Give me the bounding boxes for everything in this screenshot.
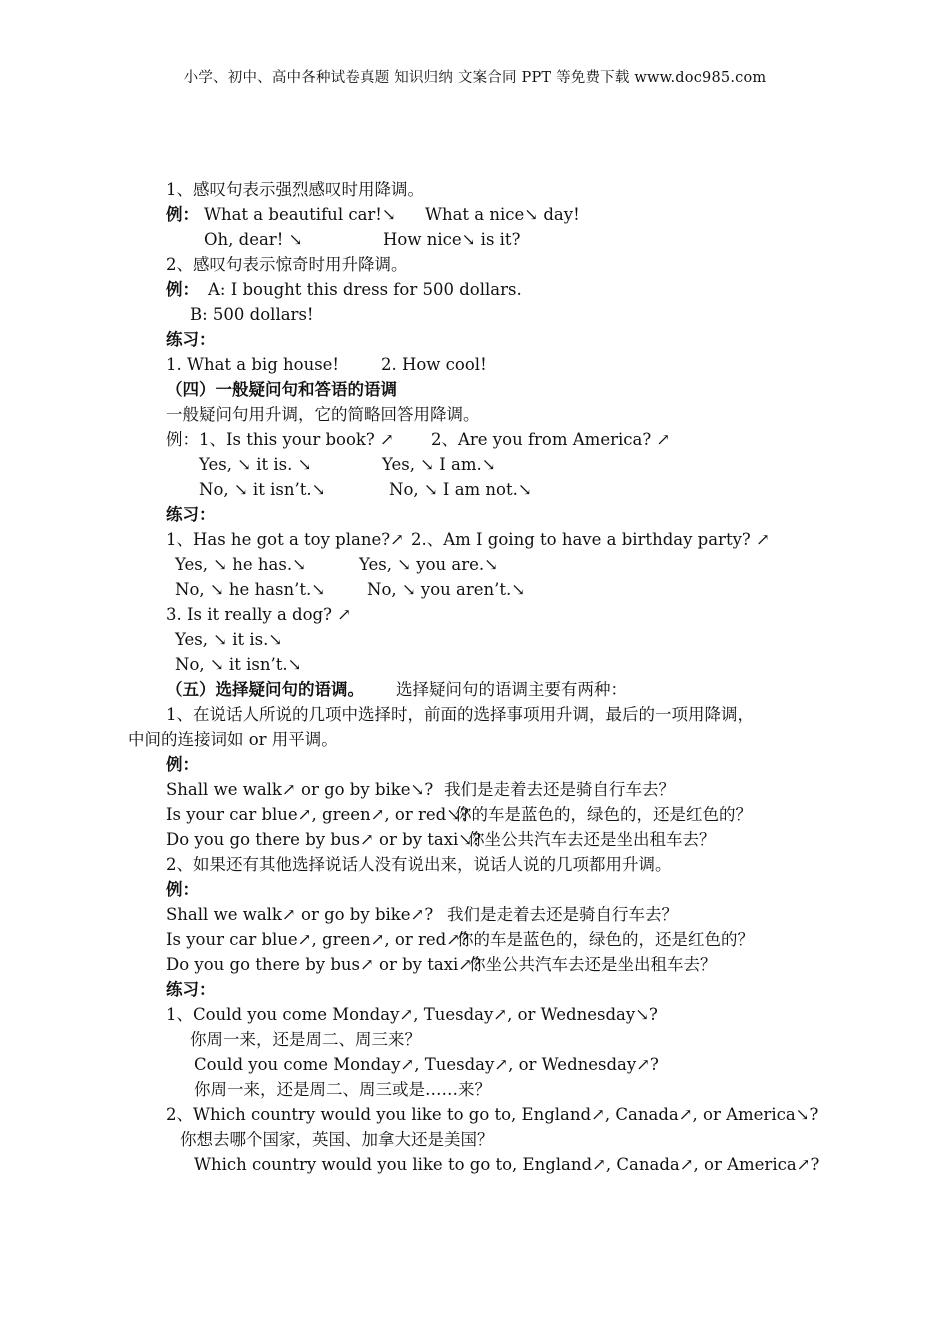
- exercise-item: 1、Could you come Monday↗, Tuesday↗, or Wednesday↘?: [166, 1005, 658, 1024]
- section-heading: （五）选择疑问句的语调。: [166, 680, 364, 699]
- example-sentence: No, ↘ it isn’t.↘: [199, 480, 326, 499]
- example-sentence: Shall we walk↗ or go by bike↘?: [166, 780, 434, 799]
- example-label: 例：: [166, 280, 199, 299]
- section-heading: （四）一般疑问句和答语的语调: [166, 380, 397, 399]
- example-label: 例：: [166, 205, 199, 224]
- exercise-translation: 你周一来，还是周二、周三或是……来？: [194, 1080, 491, 1099]
- example-label: 例：: [166, 880, 199, 899]
- exercise-label: 练习：: [166, 330, 216, 349]
- example-sentence: Oh, dear! ↘: [204, 230, 303, 249]
- paragraph: 一般疑问句用升调，它的简略回答用降调。: [166, 405, 480, 424]
- exercise-item: 2.、Am I going to have a birthday party? ↗: [411, 530, 770, 549]
- exercise-item: Which country would you like to go to, England↗, Canada↗, or America↗?: [194, 1155, 820, 1174]
- exercise-item: 1、Has he got a toy plane?↗: [166, 530, 404, 549]
- example-translation: 我们是走着去还是骑自行车去？: [447, 905, 678, 924]
- exercise-item: 3. Is it really a dog? ↗: [166, 605, 352, 624]
- example-translation: 你坐公共汽车去还是坐出租车去？: [469, 955, 717, 974]
- example-translation: 你坐公共汽车去还是坐出租车去？: [468, 830, 716, 849]
- example-sentence: 例：1、Is this your book? ↗: [166, 430, 394, 449]
- exercise-label: 练习：: [166, 505, 216, 524]
- example-sentence: Do you go there by bus↗ or by taxi↗?: [166, 955, 481, 974]
- paragraph: 中间的连接词如 or 用平调。: [128, 730, 338, 749]
- exercise-item: Yes, ↘ he has.↘: [175, 555, 306, 574]
- page-header: 小学、初中、高中各种试卷真题 知识归纳 文案合同 PPT 等免费下载 www.doc985.com: [183, 70, 767, 86]
- exercise-item: 2. How cool!: [381, 355, 487, 374]
- example-sentence: How nice↘ is it?: [383, 230, 521, 249]
- example-sentence: What a nice↘ day!: [425, 205, 580, 224]
- exercise-item: No, ↘ it isn’t.↘: [175, 655, 302, 674]
- exercise-item: No, ↘ you aren’t.↘: [367, 580, 526, 599]
- paragraph: 选择疑问句的语调主要有两种：: [396, 680, 627, 699]
- paragraph: 1、感叹句表示强烈感叹时用降调。: [166, 180, 424, 199]
- exercise-item: Could you come Monday↗, Tuesday↗, or Wednesday↗?: [194, 1055, 659, 1074]
- example-sentence: Is your car blue↗, green↗, or red↘?: [166, 805, 469, 824]
- example-label: 例：: [166, 755, 199, 774]
- exercise-item: 1. What a big house!: [166, 355, 340, 374]
- example-translation: 我们是走着去还是骑自行车去？: [444, 780, 675, 799]
- paragraph: 2、感叹句表示惊奇时用升降调。: [166, 255, 408, 274]
- example-sentence: Is your car blue↗, green↗, or red↗?: [166, 930, 469, 949]
- exercise-translation: 你想去哪个国家，英国、加拿大还是美国？: [180, 1130, 494, 1149]
- example-sentence: 2、Are you from America? ↗: [431, 430, 671, 449]
- example-translation: 你的车是蓝色的，绿色的，还是红色的？: [457, 930, 754, 949]
- exercise-item: 2、Which country would you like to go to, England↗, Canada↗, or America↘?: [166, 1105, 819, 1124]
- exercise-item: No, ↘ he hasn’t.↘: [175, 580, 326, 599]
- exercise-item: Yes, ↘ you are.↘: [359, 555, 498, 574]
- example-sentence: Do you go there by bus↗ or by taxi↘?: [166, 830, 481, 849]
- example-sentence: No, ↘ I am not.↘: [389, 480, 532, 499]
- exercise-item: Yes, ↘ it is.↘: [175, 630, 283, 649]
- paragraph: 1、在说话人所说的几项中选择时，前面的选择事项用升调，最后的一项用降调，: [166, 705, 754, 724]
- example-translation: 你的车是蓝色的，绿色的，还是红色的？: [455, 805, 752, 824]
- example-sentence: Yes, ↘ it is. ↘: [199, 455, 312, 474]
- example-sentence: What a beautiful car!↘: [204, 205, 396, 224]
- example-sentence: B: 500 dollars!: [190, 305, 314, 324]
- exercise-label: 练习：: [166, 980, 216, 999]
- paragraph: 2、如果还有其他选择说话人没有说出来，说话人说的几项都用升调。: [166, 855, 672, 874]
- exercise-translation: 你周一来，还是周二、周三来？: [190, 1030, 421, 1049]
- example-sentence: A: I bought this dress for 500 dollars.: [208, 280, 522, 299]
- example-sentence: Yes, ↘ I am.↘: [382, 455, 496, 474]
- example-sentence: Shall we walk↗ or go by bike↗?: [166, 905, 434, 924]
